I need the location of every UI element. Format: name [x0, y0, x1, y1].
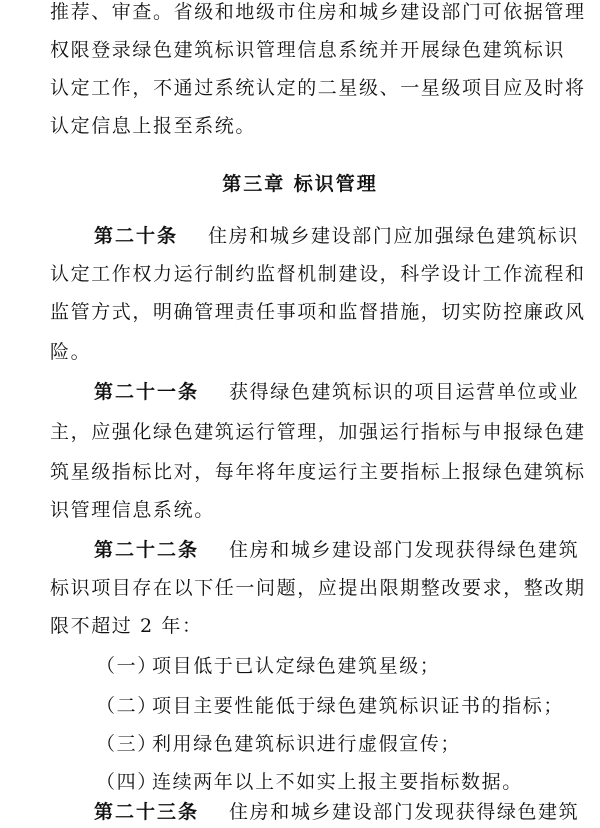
article-21-first-text: 获得绿色建筑标识的项目运营单位或业 [229, 381, 580, 403]
article-23-first-line [50, 796, 580, 828]
intro-line-4: 认定信息上报至系统。 [50, 115, 257, 137]
article-22-line-2: 标识项目存在以下任一问题，应提出限期整改要求，整改期 [50, 577, 586, 599]
list-item-number: （一） [96, 655, 158, 677]
article-20-first-text: 住房和城乡建设部门应加强绿色建筑标识 [208, 225, 579, 247]
list-item [50, 690, 570, 722]
article-22-label: 第二十二条 [94, 539, 200, 561]
article-23-label: 第二十三条 [94, 801, 200, 823]
article-20-line-2: 认定工作权力运行制约监督机制建设，科学设计工作流程和 [50, 263, 586, 285]
list-item-text: 项目主要性能低于绿色建筑标识证书的指标； [152, 695, 565, 717]
list-item-text: 利用绿色建筑标识进行虚假宣传； [152, 733, 462, 755]
article-20-label: 第二十条 [94, 225, 179, 247]
list-item-number: （二） [96, 695, 158, 717]
article-21-label: 第二十一条 [94, 381, 200, 403]
article-20-line-3: 监管方式，明确管理责任事项和监督措施，切实防控廉政风 [50, 301, 586, 323]
article-22-first-line [50, 534, 580, 566]
list-item [50, 650, 570, 682]
article-21-first-line [50, 376, 580, 408]
article-22-first-text: 住房和城乡建设部门发现获得绿色建筑 [229, 539, 580, 561]
list-item-text: 项目低于已认定绿色建筑星级； [152, 655, 441, 677]
intro-line-3: 认定工作，不通过系统认定的二星级、一星级项目应及时将 [50, 77, 586, 99]
list-item [50, 766, 570, 798]
list-item-number: （三） [96, 733, 158, 755]
article-21-line-2: 主，应强化绿色建筑运行管理，加强运行指标与申报绿色建 [50, 421, 586, 443]
article-21-line-4: 识管理信息系统。 [50, 499, 215, 521]
article-23-first-text: 住房和城乡建设部门发现获得绿色建筑 [229, 801, 580, 823]
list-item-number: （四） [96, 771, 158, 793]
list-item-text: 连续两年以上不如实上报主要指标数据。 [152, 771, 523, 793]
article-21-line-3: 筑星级指标比对，每年将年度运行主要指标上报绿色建筑标 [50, 461, 586, 483]
article-20-first-line [50, 220, 579, 252]
chapter-heading: 第三章 标识管理 [222, 173, 378, 195]
article-22-line-3: 限不超过 2 年： [50, 615, 203, 637]
article-20-line-4: 险。 [50, 341, 92, 363]
list-item [50, 728, 570, 760]
intro-line-2: 权限登录绿色建筑标识管理信息系统并开展绿色建筑标识 [50, 39, 566, 61]
intro-line-1: 推荐、审查。省级和地级市住房和城乡建设部门可依据管理 [50, 1, 586, 23]
